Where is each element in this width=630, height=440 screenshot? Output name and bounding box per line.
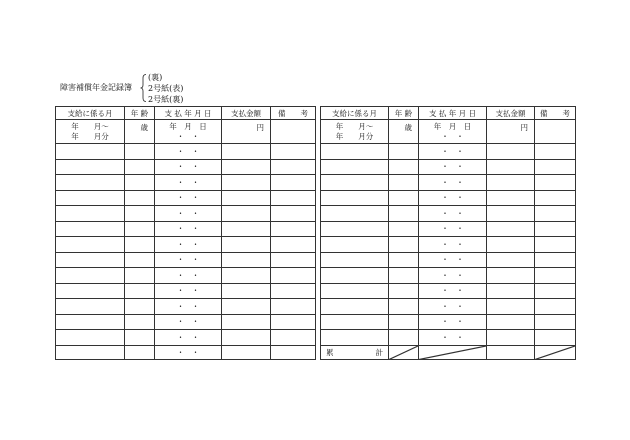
paydate-cell[interactable] bbox=[419, 159, 487, 175]
amount-cell[interactable] bbox=[487, 268, 535, 284]
paydate-cell[interactable] bbox=[155, 330, 222, 346]
diagonal-strike bbox=[389, 346, 418, 360]
amount-cell[interactable] bbox=[487, 330, 535, 346]
age-cell[interactable] bbox=[125, 206, 155, 222]
paydate-dots: ・ ・ bbox=[176, 239, 200, 249]
amount-cell[interactable] bbox=[222, 330, 271, 346]
paydate-cell[interactable] bbox=[155, 314, 222, 330]
paydate-dots: ・ ・ bbox=[176, 270, 200, 280]
paydate-cell[interactable] bbox=[419, 252, 487, 268]
table-row bbox=[56, 206, 576, 222]
amount-cell[interactable] bbox=[487, 144, 535, 160]
total-paydate-struck bbox=[419, 345, 487, 360]
remarks-cell[interactable] bbox=[535, 299, 576, 315]
period-cell[interactable] bbox=[321, 299, 389, 315]
remarks-cell[interactable] bbox=[535, 144, 576, 160]
age-cell[interactable] bbox=[125, 252, 155, 268]
age-cell[interactable] bbox=[389, 268, 419, 284]
amount-cell[interactable] bbox=[487, 299, 535, 315]
remarks-cell[interactable] bbox=[535, 221, 576, 237]
amount-cell[interactable] bbox=[222, 314, 271, 330]
paydate-cell[interactable] bbox=[155, 237, 222, 253]
paydate-cell[interactable] bbox=[155, 159, 222, 175]
paydate-dots: ・ ・ bbox=[441, 332, 464, 342]
period-cell[interactable] bbox=[321, 221, 389, 237]
age-cell[interactable] bbox=[125, 159, 155, 175]
period-from: 年 月〜 bbox=[71, 121, 109, 131]
remarks-cell[interactable] bbox=[535, 237, 576, 253]
remarks-cell[interactable] bbox=[271, 314, 316, 330]
period-cell[interactable] bbox=[56, 345, 125, 360]
header-left-paydate: 支 払 年 月 日 bbox=[155, 107, 222, 120]
amount-cell[interactable] bbox=[222, 144, 271, 160]
paydate-dots: ・ ・ bbox=[176, 162, 200, 172]
age-unit: 歳 bbox=[140, 123, 148, 132]
age-cell[interactable] bbox=[389, 175, 419, 191]
remarks-cell[interactable] bbox=[535, 330, 576, 346]
period-cell[interactable] bbox=[321, 252, 389, 268]
remarks-cell[interactable] bbox=[271, 159, 316, 175]
age-cell[interactable] bbox=[125, 190, 155, 206]
amount-cell[interactable] bbox=[487, 314, 535, 330]
amount-cell[interactable] bbox=[222, 299, 271, 315]
age-cell[interactable] bbox=[125, 345, 155, 360]
period-cell[interactable] bbox=[321, 190, 389, 206]
period-to: 年 月分 bbox=[335, 131, 374, 141]
amount-cell[interactable] bbox=[222, 237, 271, 253]
paydate-cell[interactable] bbox=[155, 120, 222, 144]
paydate-dots: ・ ・ bbox=[176, 193, 200, 203]
caption-line-1: (裏) bbox=[148, 73, 163, 82]
table-row bbox=[56, 330, 576, 346]
age-cell[interactable] bbox=[125, 330, 155, 346]
age-cell[interactable] bbox=[389, 299, 419, 315]
remarks-cell[interactable] bbox=[271, 345, 316, 360]
age-cell[interactable] bbox=[125, 175, 155, 191]
paydate-cell[interactable] bbox=[419, 314, 487, 330]
remarks-cell[interactable] bbox=[535, 175, 576, 191]
brace-icon bbox=[140, 74, 147, 102]
period-cell[interactable] bbox=[56, 314, 125, 330]
header-right-age: 年 齢 bbox=[389, 107, 419, 120]
period-cell[interactable] bbox=[56, 299, 125, 315]
period-cell[interactable] bbox=[56, 252, 125, 268]
remarks-cell[interactable] bbox=[271, 330, 316, 346]
paydate-dots: ・ ・ bbox=[441, 301, 464, 311]
amount-cell[interactable] bbox=[222, 175, 271, 191]
age-cell[interactable] bbox=[125, 221, 155, 237]
age-cell[interactable] bbox=[125, 237, 155, 253]
table-row bbox=[56, 283, 576, 299]
table-row bbox=[56, 237, 576, 253]
paydate-dots: ・ ・ bbox=[441, 146, 464, 156]
amount-cell[interactable] bbox=[487, 221, 535, 237]
paydate-dots: ・ ・ bbox=[441, 239, 464, 249]
paydate-dots: ・ ・ bbox=[441, 255, 464, 265]
period-cell[interactable] bbox=[56, 190, 125, 206]
total-age-struck bbox=[389, 345, 419, 360]
amount-cell[interactable] bbox=[487, 159, 535, 175]
remarks-cell[interactable] bbox=[271, 268, 316, 284]
period-cell[interactable] bbox=[56, 206, 125, 222]
paydate-dots: ・ ・ bbox=[176, 208, 200, 218]
remarks-cell[interactable] bbox=[535, 159, 576, 175]
header-left-remarks: 備 考 bbox=[271, 107, 316, 120]
amount-cell[interactable] bbox=[487, 206, 535, 222]
paydate-cell[interactable] bbox=[155, 345, 222, 360]
paydate-cell[interactable] bbox=[155, 283, 222, 299]
header-right-paydate: 支 払 年 月 日 bbox=[419, 107, 487, 120]
total-label-cell bbox=[321, 345, 389, 360]
remarks-cell[interactable] bbox=[271, 283, 316, 299]
amount-cell[interactable] bbox=[487, 283, 535, 299]
table-row bbox=[56, 159, 576, 175]
ledger-table bbox=[55, 106, 576, 360]
amount-cell[interactable] bbox=[487, 190, 535, 206]
remarks-cell[interactable] bbox=[271, 299, 316, 315]
period-from: 年 月〜 bbox=[335, 121, 374, 131]
paydate-ymd: 年 月 日 bbox=[169, 121, 207, 131]
paydate-cell[interactable] bbox=[155, 175, 222, 191]
paydate-cell[interactable] bbox=[419, 206, 487, 222]
amount-cell[interactable] bbox=[487, 237, 535, 253]
paydate-cell[interactable] bbox=[419, 299, 487, 315]
period-cell[interactable] bbox=[56, 221, 125, 237]
age-cell[interactable] bbox=[125, 299, 155, 315]
paydate-cell[interactable] bbox=[419, 237, 487, 253]
paydate-cell[interactable] bbox=[155, 299, 222, 315]
age-cell[interactable] bbox=[389, 120, 419, 144]
period-cell[interactable] bbox=[56, 330, 125, 346]
paydate-dots: ・ ・ bbox=[176, 224, 200, 234]
caption-line-3: 2号紙(裏) bbox=[148, 95, 184, 104]
paydate-cell[interactable] bbox=[155, 268, 222, 284]
remarks-cell[interactable] bbox=[535, 314, 576, 330]
age-cell[interactable] bbox=[389, 330, 419, 346]
period-cell[interactable] bbox=[321, 237, 389, 253]
paydate-cell[interactable] bbox=[419, 268, 487, 284]
table-row bbox=[56, 299, 576, 315]
paydate-cell[interactable] bbox=[155, 190, 222, 206]
paydate-cell[interactable] bbox=[419, 120, 487, 144]
paydate-dots: ・ ・ bbox=[441, 208, 464, 218]
remarks-cell[interactable] bbox=[271, 237, 316, 253]
period-cell[interactable] bbox=[321, 283, 389, 299]
amount-cell[interactable] bbox=[222, 120, 271, 144]
caption-line-2: 2号紙(表) bbox=[148, 84, 184, 93]
diagonal-strike bbox=[419, 346, 486, 360]
total-row bbox=[56, 345, 576, 360]
age-cell[interactable] bbox=[125, 120, 155, 144]
paydate-dots: ・ ・ bbox=[176, 177, 200, 187]
paydate-cell[interactable] bbox=[155, 144, 222, 160]
paydate-dots: ・ ・ bbox=[441, 286, 464, 296]
paydate-dots: ・ ・ bbox=[441, 177, 464, 187]
period-cell[interactable] bbox=[321, 175, 389, 191]
remarks-cell[interactable] bbox=[271, 252, 316, 268]
period-cell[interactable] bbox=[56, 120, 125, 144]
period-cell[interactable] bbox=[321, 159, 389, 175]
amount-unit: 円 bbox=[520, 123, 528, 132]
amount-cell[interactable] bbox=[222, 159, 271, 175]
paydate-dots: ・ ・ bbox=[176, 286, 200, 296]
remarks-cell[interactable] bbox=[271, 206, 316, 222]
amount-cell[interactable] bbox=[487, 252, 535, 268]
header-left-age: 年 齢 bbox=[125, 107, 155, 120]
amount-cell[interactable] bbox=[222, 190, 271, 206]
table-row bbox=[56, 252, 576, 268]
form-title: 障害補償年金記録簿 bbox=[60, 83, 132, 92]
age-cell[interactable] bbox=[125, 268, 155, 284]
amount-cell[interactable] bbox=[222, 345, 271, 360]
table-row bbox=[56, 175, 576, 191]
paydate-dots: ・ ・ bbox=[176, 301, 200, 311]
header-row bbox=[56, 107, 576, 120]
remarks-cell[interactable] bbox=[271, 120, 316, 144]
paydate-dots: ・ ・ bbox=[176, 255, 200, 265]
age-cell[interactable] bbox=[389, 206, 419, 222]
age-cell[interactable] bbox=[389, 237, 419, 253]
amount-cell[interactable] bbox=[222, 206, 271, 222]
paydate-cell[interactable] bbox=[419, 175, 487, 191]
paydate-cell[interactable] bbox=[419, 221, 487, 237]
period-cell[interactable] bbox=[56, 237, 125, 253]
paydate-ymd: 年 月 日 bbox=[433, 121, 472, 131]
total-amount-cell[interactable] bbox=[487, 345, 535, 360]
age-cell[interactable] bbox=[125, 283, 155, 299]
total-remarks-struck bbox=[535, 345, 576, 360]
table-row bbox=[56, 144, 576, 160]
age-cell[interactable] bbox=[389, 252, 419, 268]
diagonal-strike bbox=[535, 346, 575, 360]
remarks-cell[interactable] bbox=[271, 175, 316, 191]
age-cell[interactable] bbox=[389, 221, 419, 237]
paydate-dots: ・ ・ bbox=[176, 347, 200, 357]
paydate-cell[interactable] bbox=[155, 252, 222, 268]
age-cell[interactable] bbox=[389, 283, 419, 299]
remarks-cell[interactable] bbox=[535, 120, 576, 144]
paydate-cell[interactable] bbox=[419, 190, 487, 206]
amount-cell[interactable] bbox=[222, 283, 271, 299]
form-caption bbox=[60, 72, 260, 106]
paydate-dots: ・ ・ bbox=[441, 270, 464, 280]
total-label-left: 累 bbox=[326, 347, 334, 357]
paydate-cell[interactable] bbox=[419, 330, 487, 346]
remarks-cell[interactable] bbox=[271, 221, 316, 237]
age-cell[interactable] bbox=[389, 144, 419, 160]
period-cell[interactable] bbox=[56, 268, 125, 284]
period-cell[interactable] bbox=[321, 330, 389, 346]
header-right-amount: 支払金額 bbox=[487, 107, 535, 120]
remarks-cell[interactable] bbox=[535, 283, 576, 299]
header-left-amount: 支払金額 bbox=[222, 107, 271, 120]
amount-cell[interactable] bbox=[487, 120, 535, 144]
paydate-cell[interactable] bbox=[155, 206, 222, 222]
amount-unit: 円 bbox=[256, 123, 264, 132]
paydate-dots: ・ ・ bbox=[176, 146, 200, 156]
period-cell[interactable] bbox=[56, 159, 125, 175]
age-cell[interactable] bbox=[389, 314, 419, 330]
header-left-period: 支給に係る月 bbox=[56, 107, 125, 120]
period-cell[interactable] bbox=[321, 206, 389, 222]
age-cell[interactable] bbox=[125, 314, 155, 330]
period-cell[interactable] bbox=[56, 175, 125, 191]
table-row bbox=[56, 190, 576, 206]
age-cell[interactable] bbox=[389, 190, 419, 206]
paydate-cell[interactable] bbox=[419, 283, 487, 299]
amount-cell[interactable] bbox=[487, 175, 535, 191]
period-to: 年 月分 bbox=[71, 131, 109, 141]
paydate-cell[interactable] bbox=[419, 144, 487, 160]
period-cell[interactable] bbox=[56, 144, 125, 160]
table-row bbox=[56, 120, 576, 144]
table-row bbox=[56, 268, 576, 284]
paydate-dots: ・ ・ bbox=[441, 224, 464, 234]
paydate-dots: ・ ・ bbox=[176, 317, 200, 327]
remarks-cell[interactable] bbox=[535, 252, 576, 268]
header-right-remarks: 備 考 bbox=[535, 107, 576, 120]
amount-cell[interactable] bbox=[222, 268, 271, 284]
paydate-cell[interactable] bbox=[155, 221, 222, 237]
total-label-right: 計 bbox=[375, 347, 383, 357]
remarks-cell[interactable] bbox=[271, 190, 316, 206]
paydate-dots: ・ ・ bbox=[441, 193, 464, 203]
remarks-cell[interactable] bbox=[271, 144, 316, 160]
period-cell[interactable] bbox=[56, 283, 125, 299]
paydate-dots: ・ ・ bbox=[441, 131, 464, 141]
amount-cell[interactable] bbox=[222, 252, 271, 268]
paydate-dots: ・ ・ bbox=[441, 317, 464, 327]
period-cell[interactable] bbox=[321, 120, 389, 144]
period-cell[interactable] bbox=[321, 314, 389, 330]
remarks-cell[interactable] bbox=[535, 206, 576, 222]
age-cell[interactable] bbox=[389, 159, 419, 175]
age-cell[interactable] bbox=[125, 144, 155, 160]
age-unit: 歳 bbox=[404, 123, 412, 132]
remarks-cell[interactable] bbox=[535, 190, 576, 206]
table-row bbox=[56, 314, 576, 330]
paydate-dots: ・ ・ bbox=[176, 332, 200, 342]
period-cell[interactable] bbox=[321, 268, 389, 284]
amount-cell[interactable] bbox=[222, 221, 271, 237]
header-right-period: 支給に係る月 bbox=[321, 107, 389, 120]
period-cell[interactable] bbox=[321, 144, 389, 160]
remarks-cell[interactable] bbox=[535, 268, 576, 284]
paydate-dots: ・ ・ bbox=[441, 162, 464, 172]
table-row bbox=[56, 221, 576, 237]
paydate-dots: ・ ・ bbox=[176, 131, 200, 141]
